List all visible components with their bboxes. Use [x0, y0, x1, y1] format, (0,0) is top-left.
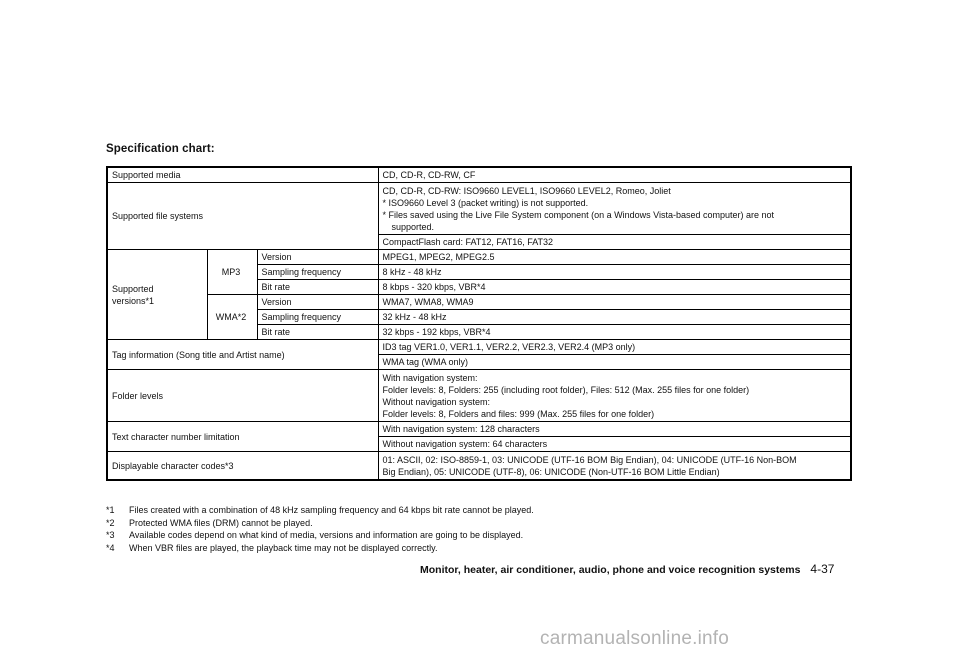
table-row — [107, 250, 851, 265]
attr-label: Bit rate — [257, 280, 378, 295]
footnotes — [106, 504, 866, 554]
cell-line: Without navigation system: — [382, 397, 491, 407]
footnote — [106, 542, 866, 555]
row-label-supported-versions — [107, 250, 207, 340]
attr-label: Version — [257, 295, 378, 310]
table-row — [107, 422, 851, 437]
footnote-text: Available codes depend on what kind of media, versions and information are going to be displayed. — [129, 530, 524, 541]
row-value-tag-information: ID3 tag VER1.0, VER1.1, VER2.2, VER2.3, VER2.4 (MP3 only) — [378, 340, 851, 355]
table-row — [107, 452, 851, 481]
table-row — [107, 295, 851, 310]
cell-line: supported. — [391, 222, 435, 232]
attr-label: Bit rate — [257, 325, 378, 340]
page-number: 4-37 — [810, 562, 835, 576]
cell-line: 01: ASCII, 02: ISO-8859-1, 03: UNICODE (UTF-16 BOM Big Endian), 04: UNICODE (UTF-16 Non-BOM — [382, 455, 797, 465]
row-value-tag-information: WMA tag (WMA only) — [378, 355, 851, 370]
row-value-supported-file-systems — [378, 183, 851, 235]
row-label-folder-levels: Folder levels — [107, 370, 378, 422]
cell-line: * Files saved using the Live File System component (on a Windows Vista-based computer) are not — [382, 210, 775, 220]
cell-line: versions*1 — [112, 295, 155, 306]
row-label-text-character-limit: Text character number limitation — [107, 422, 378, 452]
attr-label: Sampling frequency — [257, 310, 378, 325]
footnote-key: *3 — [106, 530, 115, 541]
row-label-supported-media: Supported media — [107, 167, 378, 183]
footnote-text: When VBR files are played, the playback time may not be displayed correctly. — [129, 542, 438, 553]
footnote-key: *1 — [106, 505, 115, 515]
attr-value: WMA7, WMA8, WMA9 — [378, 295, 851, 310]
cell-line: Folder levels: 8, Folders: 255 (including root folder), Files: 512 (Max. 255 files for one folder) — [382, 385, 750, 395]
row-value-text-character-limit: Without navigation system: 64 characters — [378, 437, 851, 452]
table-row — [107, 340, 851, 355]
attr-label: Version — [257, 250, 378, 265]
cell-line: Folder levels: 8, Folders and files: 999 (Max. 255 files for one folder) — [382, 409, 655, 419]
footnote — [106, 517, 866, 530]
row-label-displayable-codes: Displayable character codes*3 — [107, 452, 378, 481]
format-label-wma: WMA*2 — [207, 295, 257, 340]
footnote — [106, 529, 866, 542]
cell-line: * ISO9660 Level 3 (packet writing) is not supported. — [382, 198, 589, 208]
attr-label: Sampling frequency — [257, 265, 378, 280]
footnote-text: Protected WMA files (DRM) cannot be played. — [129, 517, 313, 528]
page-title: Specification chart: — [106, 143, 215, 155]
row-value-text-character-limit: With navigation system: 128 characters — [378, 422, 851, 437]
specification-table — [106, 166, 852, 481]
format-label-mp3: MP3 — [207, 250, 257, 295]
row-value-compactflash: CompactFlash card: FAT12, FAT16, FAT32 — [378, 235, 851, 250]
table-row — [107, 167, 851, 183]
attr-value: MPEG1, MPEG2, MPEG2.5 — [378, 250, 851, 265]
table-row — [107, 370, 851, 422]
row-label-tag-information: Tag information (Song title and Artist name) — [107, 340, 378, 370]
cell-line: Big Endian), 05: UNICODE (UTF-8), 06: UNICODE (Non-UTF-16 BOM Little Endian) — [382, 467, 720, 477]
footnote-key: *2 — [106, 517, 115, 528]
row-label-supported-file-systems: Supported file systems — [107, 183, 378, 250]
cell-line: CD, CD-R, CD-RW: ISO9660 LEVEL1, ISO9660 LEVEL2, Romeo, Joliet — [382, 186, 671, 196]
cell-line: With navigation system: — [382, 373, 478, 383]
section-title: Monitor, heater, air conditioner, audio, phone and voice recognition systems — [420, 564, 801, 576]
footnote — [106, 504, 866, 517]
footnote-key: *4 — [106, 542, 115, 553]
attr-value: 32 kHz - 48 kHz — [378, 310, 851, 325]
table-row — [107, 183, 851, 235]
cell-line: Supported — [112, 283, 154, 294]
watermark: carmanualsonline.info — [540, 628, 730, 649]
attr-value: 8 kHz - 48 kHz — [378, 265, 851, 280]
row-value-displayable-codes — [378, 452, 851, 481]
attr-value: 32 kbps - 192 kbps, VBR*4 — [378, 325, 851, 340]
row-value-supported-media: CD, CD-R, CD-RW, CF — [378, 167, 851, 183]
attr-value: 8 kbps - 320 kbps, VBR*4 — [378, 280, 851, 295]
footnote-text: Files created with a combination of 48 kHz sampling frequency and 64 kbps bit rate cannot be played. — [129, 505, 534, 515]
row-value-folder-levels — [378, 370, 851, 422]
page-footer — [420, 562, 834, 576]
